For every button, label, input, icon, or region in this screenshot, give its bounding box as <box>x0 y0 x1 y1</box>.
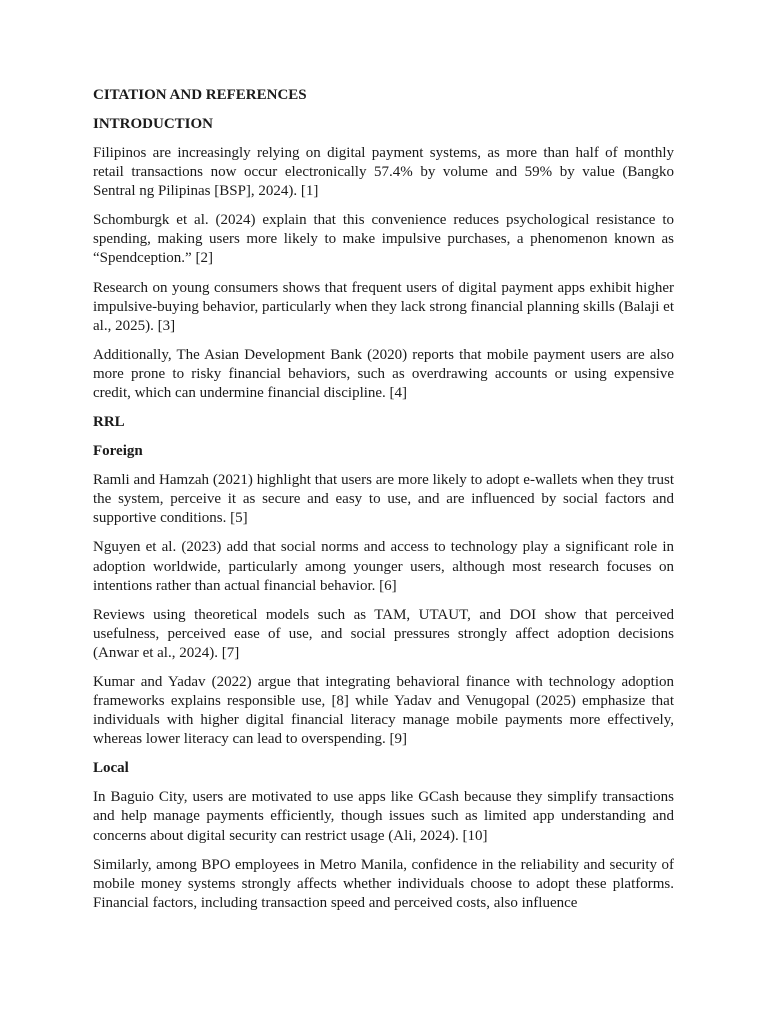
subsection-heading-foreign: Foreign <box>93 443 143 460</box>
paragraph-5: Ramli and Hamzah (2021) highlight that users are more likely to adopt e-wallets when they trust the system, perceive it as secure and easy to use, and are influenced by social factors and supportive conditions. [5] <box>93 472 674 527</box>
subsection-heading-local: Local <box>93 760 129 777</box>
paragraph-3: Research on young consumers shows that frequent users of digital payment apps exhibit higher impulsive-buying behavior, particularly when they lack strong financial planning skills (Balaji et al., 2025). [3] <box>93 279 674 334</box>
paragraph-1: Filipinos are increasingly relying on digital payment systems, as more than half of monthly retail transactions now occur electronically 57.4% by volume and 59% by value (Bangko Sentral ng Pilipinas [BSP], 2024). [1] <box>93 145 674 200</box>
paragraph-7: Reviews using theoretical models such as TAM, UTAUT, and DOI show that perceived usefulness, perceived ease of use, and social pressures strongly affect adoption decisions (Anwar et al., 2024). [7] <box>93 606 674 661</box>
section-heading-introduction: INTRODUCTION <box>93 116 214 132</box>
paragraph-4: Additionally, The Asian Development Bank (2020) reports that mobile payment users are also more prone to risky financial behaviors, such as overdrawing accounts or using expensive credit, which can undermine financial discipline. [4] <box>93 346 674 402</box>
document-title: CITATION AND REFERENCES <box>93 87 307 103</box>
paragraph-2: Schomburgk et al. (2024) explain that this convenience reduces psychological resistance to spending, making users more likely to make impulsive purchases, a phenomenon known as “Spendception.” [2] <box>93 212 674 267</box>
paragraph-8: Kumar and Yadav (2022) argue that integrating behavioral finance with technology adoption frameworks explains responsible use, [8] while Yadav and Venugopal (2025) emphasize that individuals with higher digital financial literacy manage mobile payments more effectively, whereas lower literacy can lead to overspending. [9] <box>93 673 674 748</box>
paragraph-6: Nguyen et al. (2023) add that social norms and access to technology play a significant role in adoption worldwide, particularly among younger users, although most research focuses on intentions rather than actual financial behavior. [6] <box>93 539 674 594</box>
paragraph-9: In Baguio City, users are motivated to use apps like GCash because they simplify transactions and help manage payments efficiently, though issues such as limited app understanding and concerns about digital security can restrict usage (Ali, 2024). [10] <box>93 789 674 844</box>
paragraph-10: Similarly, among BPO employees in Metro Manila, confidence in the reliability and security of mobile money systems strongly affects whether individuals choose to adopt these platforms. Financial factors, including transaction speed and perceived costs, also influence <box>93 856 674 911</box>
section-heading-rrl: RRL <box>93 414 125 431</box>
document-page <box>93 86 674 923</box>
